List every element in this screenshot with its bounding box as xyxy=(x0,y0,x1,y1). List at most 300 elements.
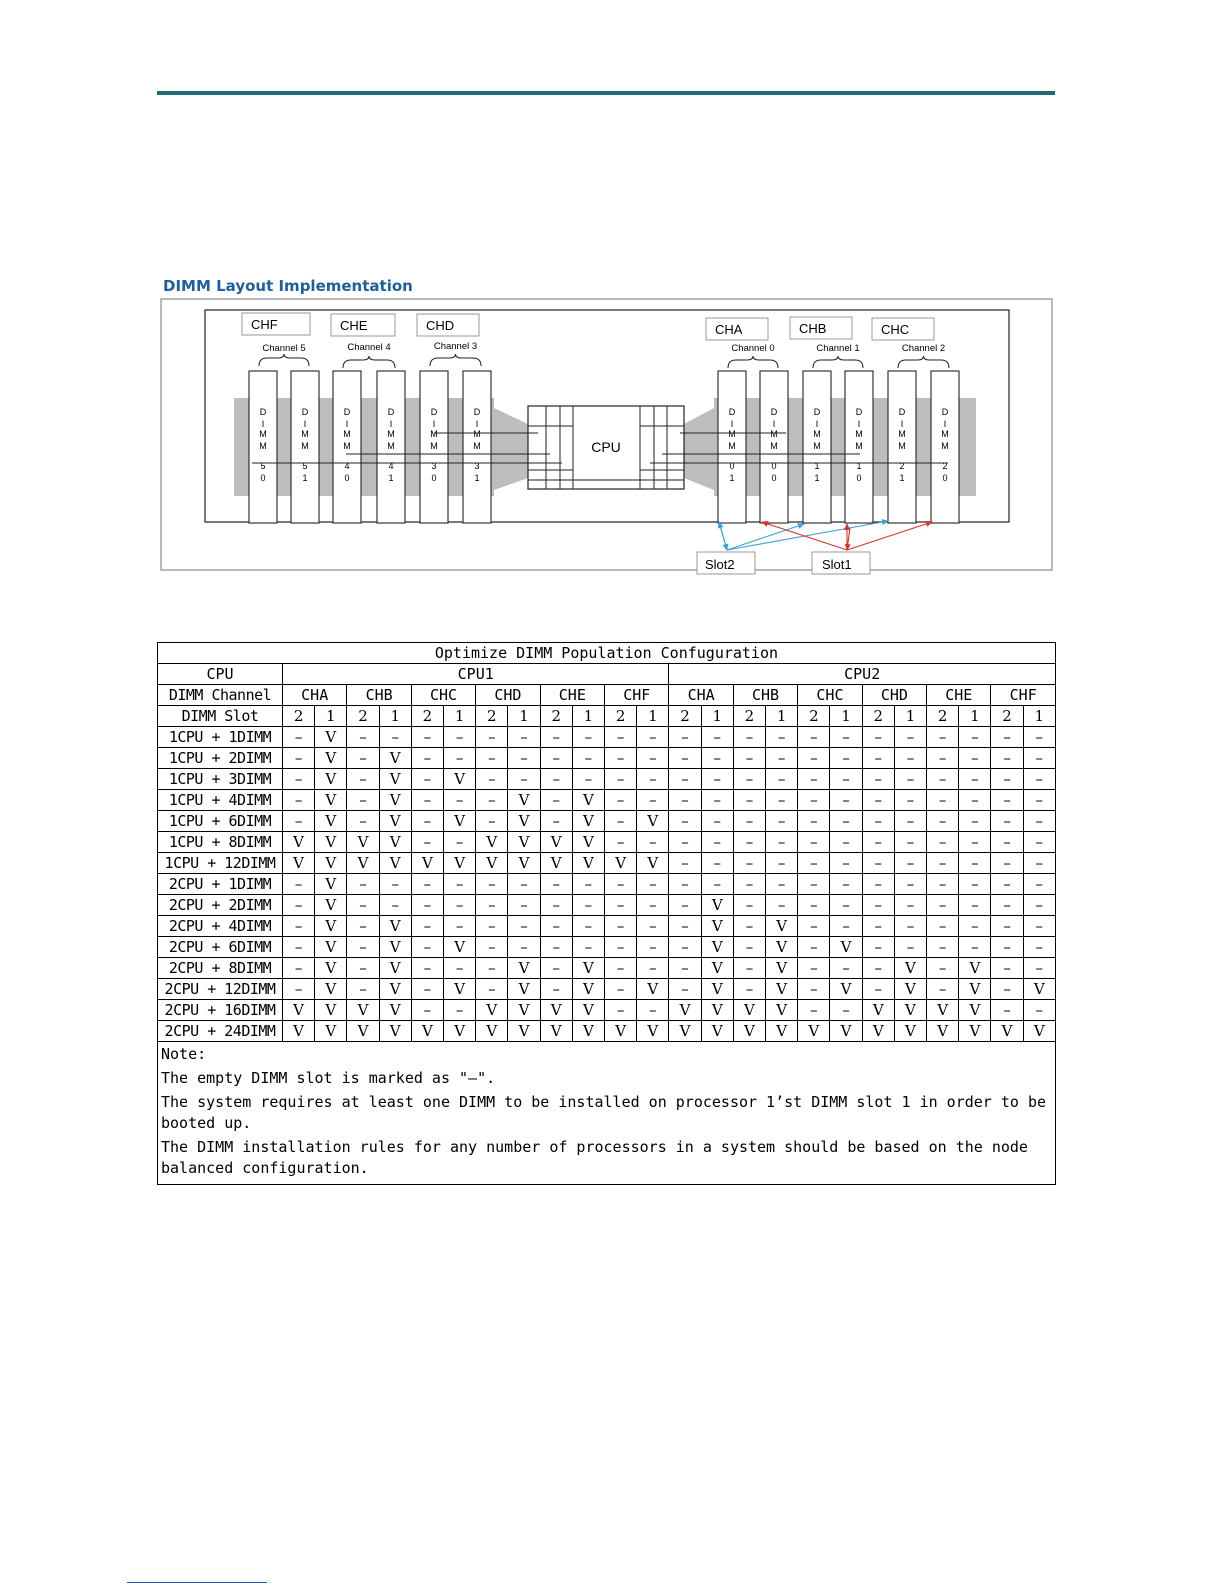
population-cell: – xyxy=(862,958,894,979)
population-cell: V xyxy=(347,1000,379,1021)
channel-name: Channel 0 xyxy=(731,343,775,354)
population-cell: – xyxy=(798,832,830,853)
population-cell: – xyxy=(669,832,701,853)
note-line: The system requires at least one DIMM to be installed on processor 1’st DIMM slot 1 in order to be booted up. xyxy=(161,1093,1047,1132)
channel-header-cell: CHC xyxy=(798,685,862,706)
population-cell: – xyxy=(862,790,894,811)
population-cell: – xyxy=(508,748,540,769)
dimm-char: M xyxy=(343,429,351,439)
row-label: 1CPU + 1DIMM xyxy=(158,727,283,748)
population-cell: V xyxy=(411,853,443,874)
population-cell: – xyxy=(572,916,604,937)
dimm-char: 1 xyxy=(814,473,820,483)
population-cell: – xyxy=(959,874,991,895)
dimm-char: I xyxy=(943,419,947,429)
slot-number: 2 xyxy=(798,706,830,727)
population-cell: V xyxy=(508,832,540,853)
dimm-char: 1 xyxy=(856,461,862,471)
dimm-char: M xyxy=(728,441,736,451)
population-cell: – xyxy=(347,874,379,895)
population-cell: V xyxy=(701,1021,733,1042)
dimm-slot xyxy=(718,371,746,523)
population-cell: – xyxy=(927,874,959,895)
population-cell: – xyxy=(862,811,894,832)
dimm-slot xyxy=(377,371,405,523)
dimm-slot xyxy=(333,371,361,523)
population-cell: – xyxy=(798,853,830,874)
population-cell: – xyxy=(798,790,830,811)
slot-number: 2 xyxy=(862,706,894,727)
population-cell: V xyxy=(444,979,476,1000)
population-cell: V xyxy=(444,811,476,832)
population-cell: – xyxy=(347,748,379,769)
dimm-char: 1 xyxy=(474,473,480,483)
dimm-slot xyxy=(420,371,448,523)
dimm-char: 0 xyxy=(856,473,862,483)
population-cell: – xyxy=(540,727,572,748)
population-cell: V xyxy=(508,811,540,832)
dimm-char: 2 xyxy=(942,461,948,471)
population-cell: – xyxy=(637,874,669,895)
population-cell: V xyxy=(572,979,604,1000)
population-cell: – xyxy=(540,790,572,811)
channel-header-cell: CHD xyxy=(476,685,540,706)
population-cell: – xyxy=(862,853,894,874)
table-row xyxy=(158,748,1056,769)
population-cell: V xyxy=(766,1000,798,1021)
population-cell: – xyxy=(862,727,894,748)
population-cell: V xyxy=(701,895,733,916)
population-cell: – xyxy=(347,811,379,832)
population-cell: – xyxy=(1023,769,1055,790)
slot-number: 2 xyxy=(540,706,572,727)
dimm-char: I xyxy=(815,419,819,429)
population-cell: V xyxy=(766,979,798,1000)
note-line: The DIMM installation rules for any number of processors in a system should be based on the node balanced configuration. xyxy=(161,1138,1028,1177)
dimm-char: M xyxy=(770,429,778,439)
population-cell: – xyxy=(894,790,926,811)
dimm-char: I xyxy=(475,419,479,429)
population-cell: V xyxy=(959,1021,991,1042)
population-cell: V xyxy=(572,811,604,832)
population-cell: – xyxy=(927,811,959,832)
population-cell: – xyxy=(894,895,926,916)
population-cell: V xyxy=(959,1000,991,1021)
population-cell: V xyxy=(315,769,347,790)
population-cell: V xyxy=(637,979,669,1000)
population-cell: – xyxy=(991,727,1023,748)
population-cell: – xyxy=(669,748,701,769)
dimm-char: M xyxy=(259,441,267,451)
population-cell: – xyxy=(991,937,1023,958)
dimm-slot xyxy=(845,371,873,523)
dimm-char: D xyxy=(855,407,863,417)
population-cell: V xyxy=(315,874,347,895)
channel-header: DIMM Channel xyxy=(158,685,283,706)
population-cell: V xyxy=(766,937,798,958)
dimm-char: D xyxy=(343,407,351,417)
population-cell: – xyxy=(347,895,379,916)
dimm-char: I xyxy=(772,419,776,429)
population-cell: – xyxy=(798,769,830,790)
population-cell: – xyxy=(862,748,894,769)
population-cell: V xyxy=(379,916,411,937)
population-cell: V xyxy=(315,853,347,874)
population-cell: – xyxy=(411,748,443,769)
population-cell: V xyxy=(508,1021,540,1042)
population-cell: – xyxy=(444,958,476,979)
dimm-char: 0 xyxy=(431,473,437,483)
population-cell: – xyxy=(411,1000,443,1021)
dimm-char: D xyxy=(941,407,949,417)
population-cell: – xyxy=(701,748,733,769)
population-cell: – xyxy=(733,811,765,832)
population-cell: – xyxy=(830,832,862,853)
population-cell: – xyxy=(830,790,862,811)
population-cell: – xyxy=(830,895,862,916)
population-cell: – xyxy=(862,937,894,958)
population-cell: – xyxy=(927,958,959,979)
population-cell: – xyxy=(862,979,894,1000)
population-cell: V xyxy=(766,916,798,937)
population-cell: V xyxy=(315,916,347,937)
population-cell: V xyxy=(927,1021,959,1042)
population-cell: – xyxy=(637,1000,669,1021)
population-cell: – xyxy=(476,916,508,937)
dimm-char: 5 xyxy=(302,461,308,471)
population-cell: V xyxy=(315,937,347,958)
population-cell: – xyxy=(894,811,926,832)
population-cell: V xyxy=(347,1021,379,1042)
population-cell: V xyxy=(894,958,926,979)
population-cell: – xyxy=(894,748,926,769)
population-cell: – xyxy=(283,811,315,832)
population-cell: – xyxy=(1023,832,1055,853)
channel-header-cell: CHF xyxy=(991,685,1055,706)
population-cell: – xyxy=(1023,895,1055,916)
population-cell: – xyxy=(862,916,894,937)
channel-header-cell: CHF xyxy=(605,685,669,706)
dimm-population-table xyxy=(157,642,1056,1185)
dimm-char: M xyxy=(941,441,949,451)
population-cell: V xyxy=(701,1000,733,1021)
population-cell: – xyxy=(669,916,701,937)
table-notes xyxy=(158,1042,1056,1185)
population-cell: – xyxy=(605,1000,637,1021)
population-cell: – xyxy=(444,916,476,937)
population-cell: – xyxy=(572,874,604,895)
dimm-slot xyxy=(291,371,319,523)
population-cell: V xyxy=(379,853,411,874)
population-cell: – xyxy=(927,790,959,811)
population-cell: – xyxy=(1023,874,1055,895)
population-cell: V xyxy=(959,958,991,979)
population-cell: V xyxy=(540,832,572,853)
population-cell: – xyxy=(701,853,733,874)
population-cell: – xyxy=(411,979,443,1000)
row-label: 1CPU + 12DIMM xyxy=(158,853,283,874)
population-cell: V xyxy=(701,979,733,1000)
population-cell: – xyxy=(894,832,926,853)
population-cell: V xyxy=(411,1021,443,1042)
population-cell: – xyxy=(1023,916,1055,937)
row-label: 2CPU + 16DIMM xyxy=(158,1000,283,1021)
dimm-char: M xyxy=(473,441,481,451)
row-label: 2CPU + 1DIMM xyxy=(158,874,283,895)
channel-header-cell: CHB xyxy=(733,685,797,706)
population-cell: – xyxy=(991,895,1023,916)
population-cell: V xyxy=(1023,1021,1055,1042)
population-cell: V xyxy=(894,1021,926,1042)
population-cell: – xyxy=(798,748,830,769)
population-cell: – xyxy=(540,937,572,958)
population-cell: V xyxy=(315,1000,347,1021)
population-cell: – xyxy=(411,937,443,958)
note-line: The empty DIMM slot is marked as "–". xyxy=(161,1069,496,1087)
population-cell: V xyxy=(701,958,733,979)
table-row xyxy=(158,832,1056,853)
dimm-char: 3 xyxy=(431,461,437,471)
population-cell: – xyxy=(572,727,604,748)
cpu-group-header: CPU1 xyxy=(283,664,669,685)
population-cell: – xyxy=(733,790,765,811)
dimm-char: M xyxy=(473,429,481,439)
population-cell: V xyxy=(444,853,476,874)
slot-number: 1 xyxy=(315,706,347,727)
population-cell: – xyxy=(540,916,572,937)
dimm-char: M xyxy=(898,429,906,439)
population-cell: V xyxy=(283,832,315,853)
population-cell: V xyxy=(508,958,540,979)
slot-number: 1 xyxy=(959,706,991,727)
population-cell: V xyxy=(379,748,411,769)
population-cell: – xyxy=(959,937,991,958)
population-cell: V xyxy=(379,832,411,853)
population-cell: – xyxy=(766,895,798,916)
dimm-char: D xyxy=(430,407,438,417)
population-cell: – xyxy=(1023,790,1055,811)
dimm-char: M xyxy=(387,429,395,439)
dimm-char: M xyxy=(728,429,736,439)
population-cell: – xyxy=(733,958,765,979)
dimm-char: I xyxy=(303,419,307,429)
slot-number: 2 xyxy=(991,706,1023,727)
population-cell: – xyxy=(669,727,701,748)
row-label: 2CPU + 4DIMM xyxy=(158,916,283,937)
population-cell: – xyxy=(959,790,991,811)
population-cell: – xyxy=(444,895,476,916)
slot-number: 2 xyxy=(605,706,637,727)
slot-number: 1 xyxy=(379,706,411,727)
dimm-char: 1 xyxy=(302,473,308,483)
slot-number: 1 xyxy=(444,706,476,727)
population-cell: – xyxy=(540,895,572,916)
dimm-layout-diagram xyxy=(0,0,1225,600)
row-label: 2CPU + 6DIMM xyxy=(158,937,283,958)
slot-number: 2 xyxy=(411,706,443,727)
population-cell: – xyxy=(347,790,379,811)
population-cell: V xyxy=(379,937,411,958)
population-cell: – xyxy=(1023,958,1055,979)
population-cell: V xyxy=(798,1021,830,1042)
population-cell: – xyxy=(605,727,637,748)
population-cell: – xyxy=(669,874,701,895)
population-cell: V xyxy=(476,1000,508,1021)
population-cell: – xyxy=(411,895,443,916)
population-cell: – xyxy=(798,979,830,1000)
population-cell: – xyxy=(572,769,604,790)
population-cell: – xyxy=(766,811,798,832)
population-cell: – xyxy=(444,832,476,853)
dimm-char: 2 xyxy=(899,461,905,471)
dimm-char: 1 xyxy=(899,473,905,483)
dimm-char: D xyxy=(473,407,481,417)
population-cell: V xyxy=(315,958,347,979)
dimm-char: I xyxy=(261,419,265,429)
population-cell: – xyxy=(733,832,765,853)
population-cell: – xyxy=(1023,727,1055,748)
population-cell: – xyxy=(540,748,572,769)
population-cell: – xyxy=(766,748,798,769)
population-cell: – xyxy=(411,790,443,811)
population-cell: – xyxy=(476,895,508,916)
population-cell: – xyxy=(959,748,991,769)
population-cell: – xyxy=(894,916,926,937)
slot-number: 1 xyxy=(508,706,540,727)
row-label: 1CPU + 3DIMM xyxy=(158,769,283,790)
population-cell: V xyxy=(927,1000,959,1021)
slot1-label-box xyxy=(812,552,870,574)
population-cell: V xyxy=(572,790,604,811)
dimm-char: M xyxy=(301,441,309,451)
population-cell: – xyxy=(508,937,540,958)
population-cell: – xyxy=(991,1000,1023,1021)
population-cell: – xyxy=(959,916,991,937)
table-row xyxy=(158,811,1056,832)
channel-name: Channel 5 xyxy=(262,343,306,354)
population-cell: – xyxy=(476,769,508,790)
population-cell: – xyxy=(830,1000,862,1021)
population-cell: – xyxy=(733,874,765,895)
population-cell: – xyxy=(766,727,798,748)
population-cell: – xyxy=(894,727,926,748)
dimm-slot xyxy=(888,371,916,523)
population-cell: V xyxy=(572,1000,604,1021)
population-cell: V xyxy=(315,832,347,853)
population-cell: – xyxy=(991,748,1023,769)
dimm-char: 1 xyxy=(729,473,735,483)
population-cell: – xyxy=(411,769,443,790)
population-cell: V xyxy=(315,727,347,748)
population-cell: V xyxy=(444,769,476,790)
population-cell: – xyxy=(798,1000,830,1021)
population-cell: – xyxy=(347,727,379,748)
population-cell: V xyxy=(540,1000,572,1021)
population-cell: – xyxy=(798,937,830,958)
population-cell: V xyxy=(508,790,540,811)
population-cell: – xyxy=(508,769,540,790)
slot-number: 1 xyxy=(637,706,669,727)
dimm-char: 0 xyxy=(771,461,777,471)
population-cell: – xyxy=(1023,937,1055,958)
population-cell: – xyxy=(283,748,315,769)
slot-number: 1 xyxy=(701,706,733,727)
population-cell: – xyxy=(411,727,443,748)
population-cell: – xyxy=(637,769,669,790)
population-cell: – xyxy=(927,916,959,937)
population-cell: – xyxy=(766,853,798,874)
dimm-char: M xyxy=(259,429,267,439)
population-cell: V xyxy=(894,979,926,1000)
population-cell: – xyxy=(411,916,443,937)
population-cell: V xyxy=(701,916,733,937)
slot-header: DIMM Slot xyxy=(158,706,283,727)
population-cell: – xyxy=(283,769,315,790)
population-cell: – xyxy=(476,958,508,979)
population-cell: – xyxy=(927,769,959,790)
dimm-char: I xyxy=(857,419,861,429)
dimm-char: 0 xyxy=(260,473,266,483)
population-cell: – xyxy=(283,979,315,1000)
dimm-char: M xyxy=(941,429,949,439)
slot-number: 2 xyxy=(476,706,508,727)
population-cell: V xyxy=(669,1000,701,1021)
population-cell: – xyxy=(283,727,315,748)
population-cell: – xyxy=(476,979,508,1000)
population-cell: – xyxy=(991,769,1023,790)
population-cell: – xyxy=(444,727,476,748)
table-row xyxy=(158,727,1056,748)
population-cell: V xyxy=(379,790,411,811)
footer-link-rule xyxy=(127,1582,267,1583)
table-row xyxy=(158,853,1056,874)
population-cell: V xyxy=(315,1021,347,1042)
channel-header-cell: CHE xyxy=(540,685,604,706)
population-cell: V xyxy=(379,769,411,790)
population-cell: – xyxy=(669,958,701,979)
population-cell: – xyxy=(540,979,572,1000)
population-cell: – xyxy=(540,958,572,979)
population-cell: – xyxy=(862,895,894,916)
population-cell: V xyxy=(476,1021,508,1042)
population-cell: – xyxy=(476,811,508,832)
table-row xyxy=(158,916,1056,937)
population-cell: – xyxy=(830,874,862,895)
channel-header-cell: CHA xyxy=(669,685,733,706)
population-cell: – xyxy=(701,790,733,811)
population-cell: – xyxy=(605,769,637,790)
population-cell: – xyxy=(605,790,637,811)
population-cell: – xyxy=(1023,811,1055,832)
population-cell: – xyxy=(605,895,637,916)
channel-name: Channel 4 xyxy=(347,342,391,353)
population-cell: V xyxy=(637,811,669,832)
population-cell: – xyxy=(830,958,862,979)
dimm-char: M xyxy=(813,429,821,439)
population-cell: – xyxy=(669,853,701,874)
population-cell: – xyxy=(444,1000,476,1021)
slot-number: 2 xyxy=(347,706,379,727)
population-cell: – xyxy=(379,727,411,748)
table-row xyxy=(158,979,1056,1000)
row-label: 2CPU + 2DIMM xyxy=(158,895,283,916)
population-cell: V xyxy=(476,832,508,853)
population-cell: – xyxy=(862,874,894,895)
population-cell: – xyxy=(283,937,315,958)
population-cell: – xyxy=(669,937,701,958)
dimm-char: 4 xyxy=(344,461,350,471)
population-cell: – xyxy=(830,853,862,874)
